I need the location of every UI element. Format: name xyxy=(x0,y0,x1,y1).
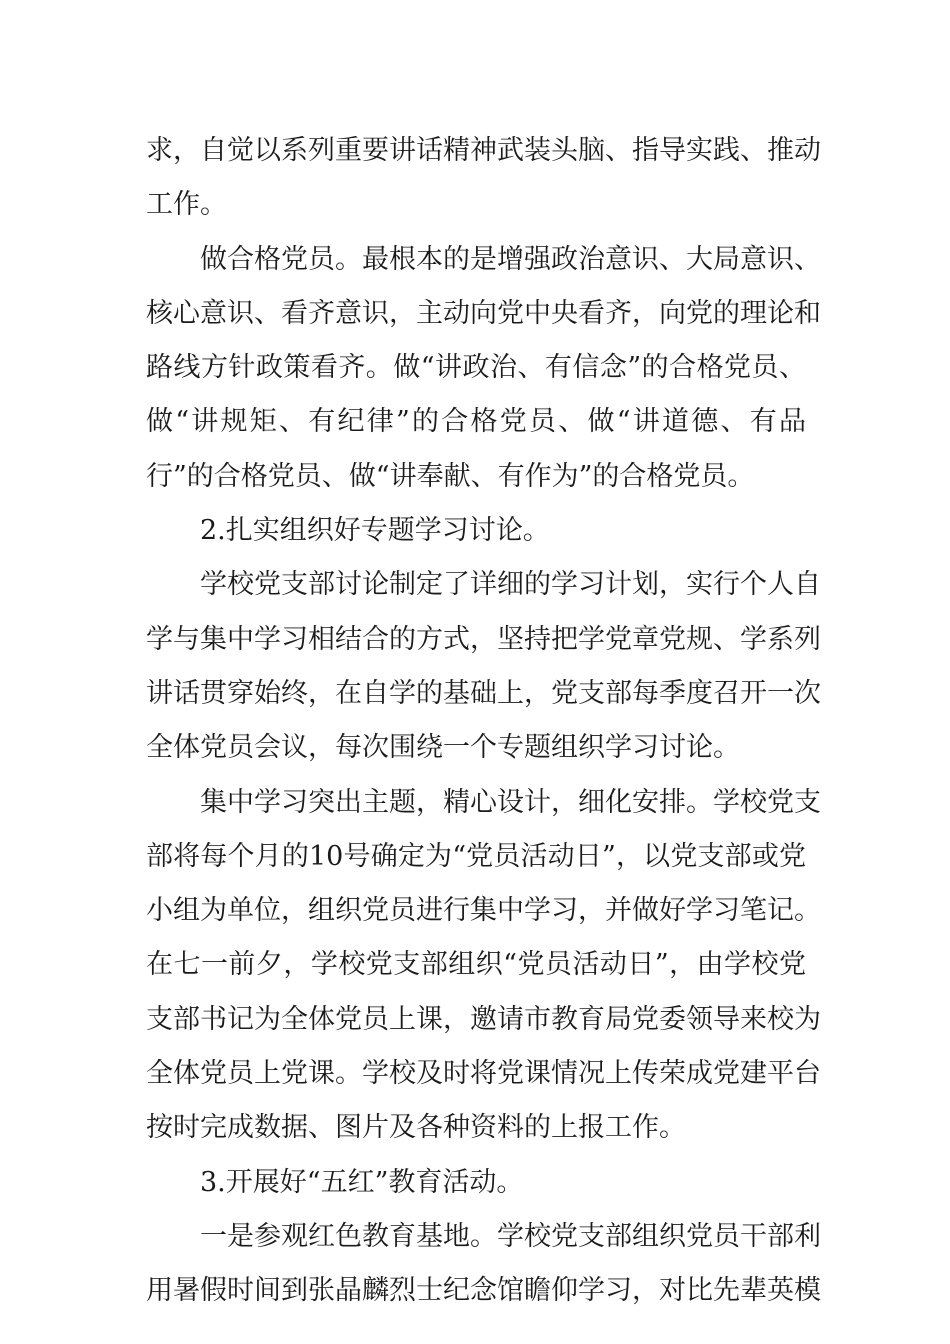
text-line: 部将每个月的10号确定为“党员活动日”，以党支部或党 xyxy=(146,840,806,872)
text-line: 全体党员上党课。学校及时将党课情况上传荣成党建平台 xyxy=(146,1058,821,1090)
text-line: 在七一前夕，学校党支部组织“党员活动日”，由学校党 xyxy=(146,949,806,981)
text-line: 集中学习突出主题，精心设计，细化安排。学校党支 xyxy=(200,786,821,818)
text-line: 行”的合格党员、做“讲奉献、有作为”的合格党员。 xyxy=(146,460,755,492)
text-line: 做“讲规矩、有纪律”的合格党员、做“讲道德、有品 xyxy=(146,406,806,438)
text-line: 小组为单位，组织党员进行集中学习，并做好学习笔记。 xyxy=(146,895,821,927)
text-line: 按时完成数据、图片及各种资料的上报工作。 xyxy=(146,1112,686,1144)
text-line: 工作。 xyxy=(146,189,227,221)
text-line: 做合格党员。最根本的是增强政治意识、大局意识、 xyxy=(200,243,821,275)
text-line: 学与集中学习相结合的方式，坚持把学党章党规、学系列 xyxy=(146,623,821,655)
text-line: 路线方针政策看齐。做“讲政治、有信念”的合格党员、 xyxy=(146,352,806,384)
section-heading: 3.开展好“五红”教育活动。 xyxy=(200,1166,524,1198)
text-line: 用暑假时间到张晶麟烈士纪念馆瞻仰学习，对比先辈英模 xyxy=(146,1275,821,1307)
text-line: 求，自觉以系列重要讲话精神武装头脑、指导实践、推动 xyxy=(146,135,821,166)
text-line: 全体党员会议，每次围绕一个专题组织学习讨论。 xyxy=(146,732,740,764)
section-heading: 2.扎实组织好专题学习讨论。 xyxy=(200,515,550,547)
document-body xyxy=(146,124,821,1319)
text-line: 核心意识、看齐意识，主动向党中央看齐，向党的理论和 xyxy=(146,297,821,329)
text-line: 学校党支部讨论制定了详细的学习计划，实行个人自 xyxy=(200,569,821,601)
text-line: 支部书记为全体党员上课，邀请市教育局党委领导来校为 xyxy=(146,1003,821,1035)
text-line: 讲话贯穿始终，在自学的基础上，党支部每季度召开一次 xyxy=(146,677,821,709)
text-line: 一是参观红色教育基地。学校党支部组织党员干部利 xyxy=(200,1220,821,1252)
